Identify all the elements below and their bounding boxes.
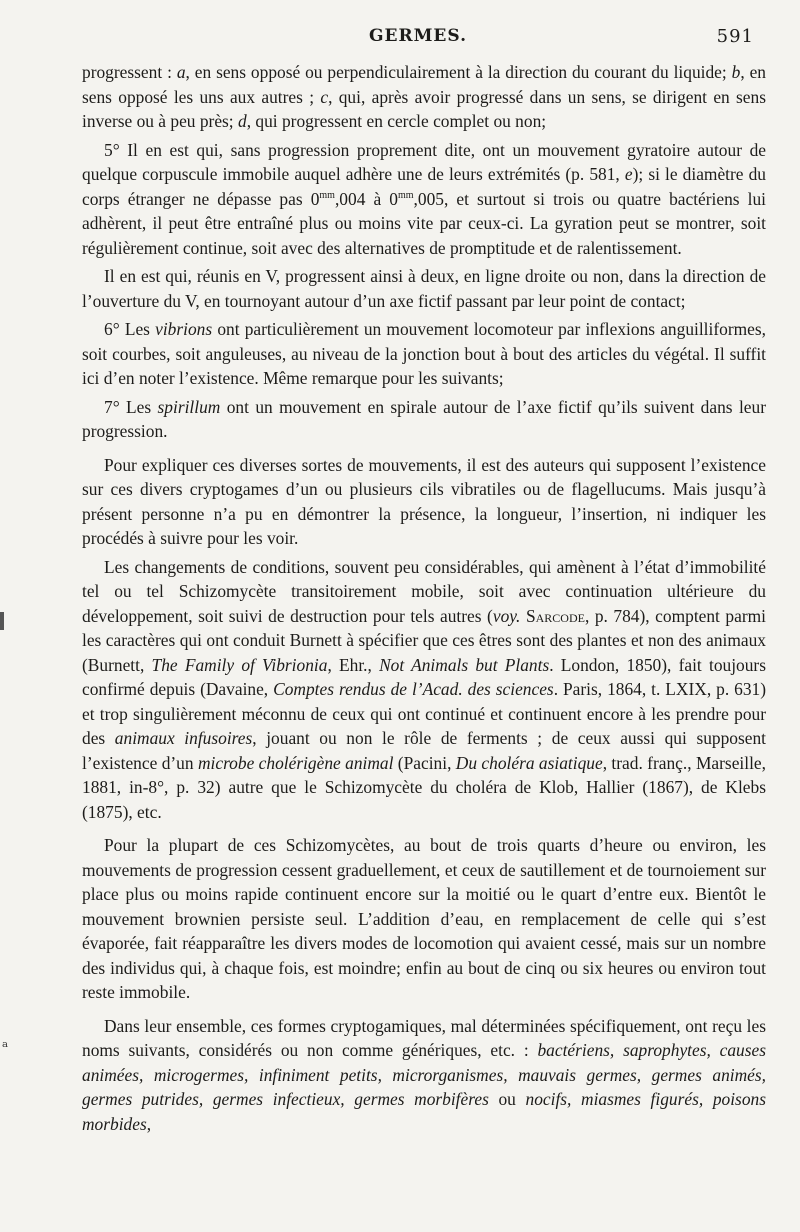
text-run: c [320,86,329,107]
text-run: animaux infusoires [114,728,253,748]
text-run: e [624,164,633,184]
text-run: progressent : [82,62,177,82]
text-run: Comptes rendus de l’Acad. des sciences [273,679,554,699]
text-run: Il en est qui, réunis en V, progressent ainsi à deux, en ligne droite ou non, dans la direction de l’ouverture du V, en tournoyant autour d’un axe fictif passant par leur point de contact; [82,266,766,311]
text-run: The Family of Vibrionia [151,654,328,675]
text-run: nocifs, miasmes figurés, poisons morbides [82,1089,766,1134]
text-run: , en sens opposé ou perpendiculairement à la direction du courant du liquide; [185,62,732,82]
text-run: , en sens opposé les uns aux autres ; [82,62,766,107]
text-run: , qui, après avoir progressé dans un sens, se dirigent en sens inverse ou à peu près; [82,86,766,131]
text-run: Dans leur ensemble, ces formes cryptogamiques, mal déterminées spécifiquement, ont reçu les noms suivants, considérés ou non comme génériques, etc. : [82,1015,766,1060]
text-run: bactériens, saprophytes, causes animées, microgermes, infiniment petits, microrganismes, mauvais germes, germes animés, germes putrides, germes infectieux, germes morbifères [82,1040,766,1109]
text-run: a [176,62,186,82]
paragraph-p7 [82,555,766,825]
text-run: , jouant ou non le rôle de ferments ; de ceux aussi qui supposent l’existence d’un [82,728,767,773]
page-number: 591 [716,26,754,47]
text-run: , p. 784), comptent parmi les caractères qui ont conduit Burnett à spécifier que ces êtres sont des plantes et non des animaux (Burnett, [82,605,766,675]
text-run: 6° Les [104,319,156,339]
text-run: , trad. franç., Marseille, 1881, in-8°, p. 32) autre que le Schizomycète du choléra de Klob, Hallier (1867), de Klebs (1875), etc. [82,752,766,822]
text-run: vibrions [155,319,213,339]
running-header [82,26,754,52]
text-run: ,004 à 0 [334,188,398,209]
paragraph-p9 [82,1014,766,1137]
text-run: 5° Il en est qui, sans progression proprement dite, ont un mouvement gyratoire autour de quelque corpuscule immobile auquel adhère une de leurs extrémités (p. 581, [82,139,766,184]
body-text [82,60,766,1140]
text-run: , qui progressent en cercle complet ou non; [246,111,547,131]
text-run: Du choléra asiatique [455,752,603,773]
text-run: ,005, et surtout si trois ou quatre bactériens lui adhèrent, il peut être entraîné plus ou moins vite par ceux-ci. La gyration peut se montrer, soit régulièrement continue, soit avec des alternatives de promptitude et de ralentissement. [82,188,766,258]
margin-binding-mark [0,612,4,630]
text-run: voy. [492,605,521,626]
text-run: Pour la plupart de ces Schizomycètes, au bout de trois quarts d’heure ou environ, les mouvements de progression cessent graduellement, et ceux de sautillement et de tournoiement sur place plus ou moins rapide continuent encore sur la moitié ou le quart d’entre eux. Bientôt le mouvement brownien persiste seul. L’addition d’eau, en remplacement de celle qui s’est évaporée, fait réapparaître les divers modes de locomotion qui avaient cessé, mais sur un nombre des individus qui, à chaque fois, est moindre; enfin au bout de cinq ou six heures ou environ tout reste immobile. [82,835,766,1002]
text-run: ); si le diamètre du corps étranger ne dépasse pas 0 [82,164,766,209]
text-run: ont particulièrement un mouvement locomoteur par inflexions anguilliformes, soit courbes, soit anguleuses, au niveau de la jonction bout à bout des articles du végétal. Il suffit ici d’en noter l’existence. Même remarque pour les suivants; [82,319,766,388]
paragraph-p8 [82,833,766,1005]
text-run: microbe cholérigène animal [197,752,394,773]
text-run: Les changements de conditions, souvent peu considérables, qui amènent à l’état d’immobilité tel ou tel Schizomycète transitoirement mobile, soit avec continuation ultérieure du développement, soit suivi de destruction pour tels autres ( [82,556,766,626]
paragraph-p6 [82,453,766,551]
text-run: b [731,62,741,82]
text-run: ont un mouvement en spirale autour de l’axe fictif qu’ils suivent dans leur progression. [82,396,766,441]
text-run: Not Animals but Plants [379,654,550,675]
paragraph-p4 [82,317,766,391]
text-run: mm [397,189,414,201]
text-run: Pour expliquer ces diverses sortes de mouvements, il est des auteurs qui supposent l’existence sur ces divers cryptogames d’un ou plusieurs cils vibratiles ou de flagellucums. Mais jusqu’à présent personne n’a pu en démontrer la présence, la longueur, l’insertion, ni indiquer les procédés à suivre pour les voir. [82,454,766,548]
paragraph-p5 [82,395,766,444]
text-run: . London, 1850), fait toujours confirmé depuis (Davaine, [82,654,766,699]
text-run: d [237,111,247,131]
text-run: , Ehr., [327,654,380,675]
paragraph-p1 [82,60,766,134]
paragraph-p3 [82,264,766,313]
text-run: mm [319,189,335,201]
margin-annotation: ₐ [2,1032,9,1051]
text-run: spirillum [157,396,221,417]
running-title: GERMES. [369,26,467,46]
text-run: ou [488,1089,526,1109]
text-run: . Paris, 1864, t. LXIX, p. 631) et trop singulièrement méconnu de ceux qui ont continué et continuent encore à les prendre pour des [82,679,767,748]
text-run: Sarcode [525,605,585,626]
text-run: (Pacini, [393,752,456,773]
paragraph-p2 [82,138,766,261]
text-run: , [146,1113,152,1134]
text-run: 7° Les [104,396,158,417]
